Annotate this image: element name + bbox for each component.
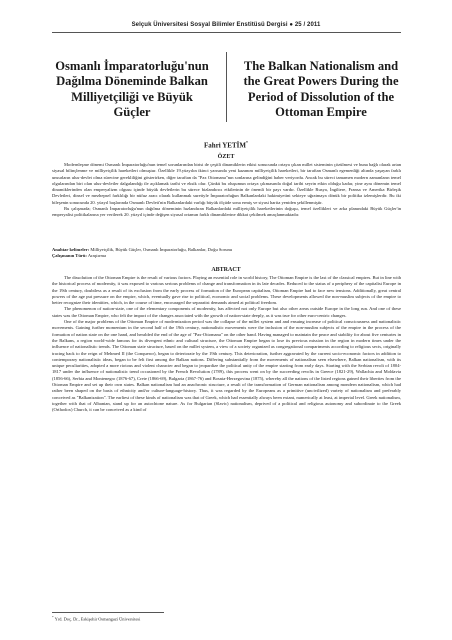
footnote xyxy=(52,615,140,621)
abstract-paragraph: The dissolution of the Ottoman Empire is the result of various factors. Playing an essential role in world history, The Ottoman Empire is the last of the classical empires. But in line with the historical process of modernity, it was exposed to various serious problems of change and transformation in its late decades. Reduced to the status of a periphery of the capitalist Europe in the 19th century, doubtless as a result of its exclusion from the early process of formation of the European capitalism, Ottoman Empire had to face new tensions. Additionally, great central powers of the age put pressure on the empire, which, eventually gave rise to political, economic and social problems. These developments allowed the non-muslim subjects of the empire to better recognize their identities, which, in the course of time, encouraged the separatist demands aimed at political freedom. xyxy=(52,275,401,306)
english-title: The Balkan Nationalism and the Great Powers During the Period of Dissolution of the Ottoman Empire xyxy=(243,59,399,120)
author-name: Fahri YETİM xyxy=(204,141,246,150)
keywords-text: Milliyetçilik, Büyük Güçler, Osmanlı İmparatorluğu, Balkanlar, Doğu Sorunu xyxy=(90,247,233,252)
turkish-title: Osmanlı İmparatorluğu'nun Dağılma Döneminde Balkan Milliyetçiliği ve Büyük Güçler xyxy=(55,59,209,120)
keywords-block xyxy=(52,247,401,260)
abstract-paragraph: The phenomenon of nation-state, one of the elementary components of modernity, has affected not only Europe but also other areas outside Europe in the long run. And one of these states was the Ottoman Empire, who felt the impact of the changes associated with the growth of nation-state deeply, as it was true for other euro-centric changes. xyxy=(52,306,401,318)
study-type-label: Çalışmanın Türü: xyxy=(52,253,87,259)
abstract-heading: ABTRACT xyxy=(211,267,241,273)
footnote-mark: * xyxy=(52,615,54,619)
ozet-paragraph: Bu çalışmada; Osmanlı İmparatorluğu'nun dağılma döneminin hızlandıran Balkanlardaki milliyetçilik hareketlerinin doğuşu, temel özellikleri ve arka planındaki Büyük Güçler'in emperyalist politikalarına yer verilerek 20. yüzyıl içinde değişen siyasal ortamın farklı dinamiklerine dikkat çekilmek amaçlanmaktadır. xyxy=(52,206,401,218)
title-area xyxy=(52,52,401,170)
author-footnote-mark: * xyxy=(245,140,248,145)
study-type-text: Araştırma xyxy=(87,253,106,259)
footnote-rule xyxy=(52,612,164,613)
ozet-heading: ÖZET xyxy=(217,154,235,160)
ozet-paragraph: Modernleşme dönemi Osmanlı İmparatorluğu'nun temel sorunlarından birisi de çeşitli dinamiklerin etkisi sonucunda ortaya çıkan millet sisteminin çözülmesi ve buna bağlı olarak artan siyasal bilinçlenme ve milliyetçilik hareketleri olmuştur. Özellikle 19.yüzyılın ikinci yarısında yeni kazanım milliyetçilik hareketleri, bir taraftan Osmanlı egemenliği altında yaşayan farklı unsurların ulus-devlet olma sürecine gerekliliğini gösterirken, diğer taraftan da "Pax Ottomana"nın sonlarına gelindiğini haber veriyordu. Ancak bu süreci tamamen modern zamanların temel olgularından biri olan ulus-devletler dalgalandığı ile açıklamak tarihi ve eksik olur. Çünkü bu oluşumun ortaya çıkmasında doğal tarihi seyrin etkin olduğu kadar, yine aynı dönemin temel dinamiklerinden olan emperyalizm olgusu içinde büyük devletlerin bu sürece bizlandırıcı etkilerinin de önemli bir payı vardır. Özellikle Rusya, İngiltere, Fransa ve Amerika Birleşik Devletleri, dinsel ve mezhepsel farklılığı bir nüfuz aracı olarak kullanmak suretiyle İmparatorluğun Balkanlardaki hakimiyetini sekteye uğratmaya dönük bir politika izlemişlerdir. Bu iki bileşenin sonucunda 20. yüzyıl başlarında Osmanlı Devleti'nin Balkanlardaki varlığı büyük ölçüde sona ermiş ve siyasi harita yeniden şekillenmiştir. xyxy=(52,162,401,205)
author-line xyxy=(0,140,452,149)
abstract-body xyxy=(52,275,401,414)
journal-header: Selçuk Üniversitesi Sosyal Bilimler Enstitüsü Dergisi ● 25 / 2011 xyxy=(131,22,321,28)
footnote-text: Yrd. Doç. Dr., Eskişehir Osmangazi Üniversitesi xyxy=(54,616,141,622)
abstract-paragraph: One of the major problems of the Ottoman Empire of modernization period was the collapse of the millet system and and ensuing increase of political consciousness and nationalistic movements. Gaining further momentum in the second half of the 19th century, nationalistic movements were the inclusion of the non-muslim subjects of the empire in the process of the formation of nation state on the one hand, and heralded the end of the age of "Pax-Ottomana" on the other hand. Having managed to maintain the peace and stability for about five centuries in the Balkans, a region world-wide famous for its divergent ethnic and cultural structure, the Ottoman Empire began to lose its previous mission in the region in modern times under the influence of nationalistic trends. The Ottoman state structure, based on the millet system, a view of a society organized as congregational compartments according to religious sects, originally tracing back to the reign of Mehmed II (the Conqueror), began to deteriorate by the 19th century. This deterioration, further aggravated by the current socio-economic factors in addition to contemporary nationalistic ideas, began to be felt first among the Balkan nations. Differing substantially from the movements of nationalism seen elsewhere, Balkan nationalism, with its unique peculiarities, adopted a more riotous and violent character and began to jeopardize the political unity of the empire starting from early days. Starting with the Serbian revolt of 1804-1817 under the influence of nationalistic trend occasioned by the French Revolution (1789), this process went on by the succeeding revolts in Greece (1821-29), Wallachia and Moldavia (1856-66), Serbia and Montenegro (1876-67), Crete (1866-69), Bulgaria (1867-76) and Bosnia-Herzegovina (1875), whereby all the nations of the listed regions gained their liberties from the Ottoman Empire and set up their own states. Balkan nationalism had an anachronic structure, a result of the transformation of German nationalism among mondern nationalism, which had rather been shaped on the basis of ethnicity and/or culture-language-history. Thus, it was regarded by the Europeans as a primitive (uncivilized) variety of nationalism and preferably conceived as "Balkanization". The earliest of these kinds of nationalism was that of Greek, which had essentially always been extant, numerically at least, at imperial level. Greek nationalism, together with that of Albanian, stand up for an autochtone nature. As for Bulgarian (Slavic) nationalism, deprived of a political and religious autonomy and subordinate to the Greek (Orthodox) Church, it can be conceived as a kind of xyxy=(52,319,401,413)
keywords-label: Anahtar kelimeler: xyxy=(52,247,90,252)
study-type-line xyxy=(52,253,401,259)
title-divider xyxy=(226,52,227,122)
ozet-body xyxy=(52,162,401,219)
header-rule xyxy=(52,32,401,33)
